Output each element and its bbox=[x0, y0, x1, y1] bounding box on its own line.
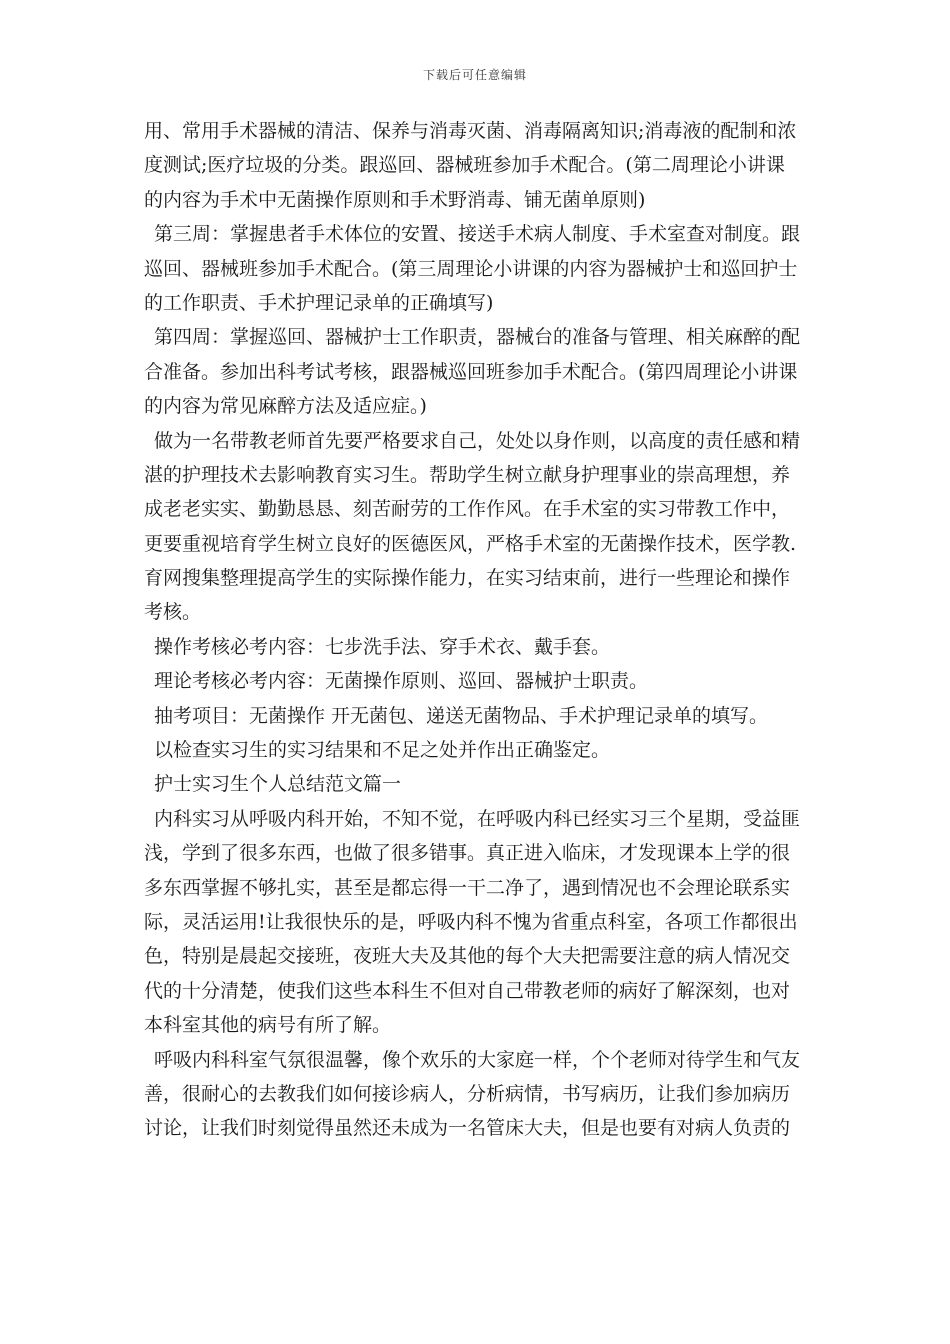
text-line: 的工作职责、手术护理记录单的正确填写) bbox=[144, 291, 494, 314]
text-line: 操作考核必考内容：七步洗手法、穿手术衣、戴手套。 bbox=[154, 635, 611, 658]
text-line: 际，灵活运用!让我很快乐的是，呼吸内科不愧为省重点科室，各项工作都很出 bbox=[144, 910, 798, 933]
text-line: 多东西掌握不够扎实，甚至是都忘得一干二净了，遇到情况也不会理论联系实 bbox=[144, 876, 791, 899]
text-line: 的内容为手术中无菌操作原则和手术野消毒、铺无菌单原则) bbox=[144, 188, 646, 211]
text-line: 浅，学到了很多东西，也做了很多错事。真正进入临床，才发现课本上学的很 bbox=[144, 842, 791, 865]
text-line: 内科实习从呼吸内科开始，不知不觉，在呼吸内科已经实习三个星期，受益匪 bbox=[154, 807, 801, 830]
text-line: 更要重视培育学生树立良好的医德医风，严格手术室的无菌操作技术，医学教. bbox=[144, 532, 797, 555]
text-line: 湛的护理技术去影响教育实习生。帮助学生树立献身护理事业的崇高理想，养 bbox=[144, 463, 791, 486]
text-line: 呼吸内科科室气氛很温馨，像个欢乐的大家庭一样，个个老师对待学生和气友 bbox=[154, 1048, 801, 1071]
text-line: 理论考核必考内容：无菌操作原则、巡回、器械护士职责。 bbox=[154, 670, 649, 693]
text-line: 第三周：掌握患者手术体位的安置、接送手术病人制度、手术室查对制度。跟 bbox=[154, 223, 801, 246]
text-line: 考核。 bbox=[144, 601, 202, 624]
text-line: 巡回、器械班参加手术配合。(第三周理论小讲课的内容为器械护士和巡回护士 bbox=[144, 257, 798, 280]
page-header: 下载后可任意编辑 bbox=[422, 68, 527, 82]
text-line: 代的十分清楚，使我们这些本科生不但对自己带教老师的病好了解深刻，也对 bbox=[144, 979, 791, 1002]
text-line: 善，很耐心的去教我们如何接诊病人，分析病情，书写病历，让我们参加病历 bbox=[144, 1082, 791, 1105]
text-line: 抽考项目：无菌操作 开无菌包、递送无菌物品、手术护理记录单的填写。 bbox=[154, 704, 769, 727]
text-line: 合准备。参加出科考试考核，跟器械巡回班参加手术配合。(第四周理论小讲课 bbox=[144, 360, 798, 383]
text-line: 用、常用手术器械的清洁、保养与消毒灭菌、消毒隔离知识;消毒液的配制和浓 bbox=[144, 120, 797, 142]
text-line: 度测试;医疗垃圾的分类。跟巡回、器械班参加手术配合。(第二周理论小讲课 bbox=[144, 154, 785, 177]
text-line: 色，特别是晨起交接班，夜班大夫及其他的每个大夫把需要注意的病人情况交 bbox=[144, 945, 791, 968]
text-line: 做为一名带教老师首先要严格要求自己，处处以身作则，以高度的责任感和精 bbox=[154, 429, 801, 452]
document-body bbox=[144, 114, 808, 1146]
text-line: 第四周：掌握巡回、器械护士工作职责，器械台的准备与管理、相关麻醉的配 bbox=[154, 326, 801, 349]
text-line: 讨论，让我们时刻觉得虽然还未成为一名管床大夫，但是也要有对病人负责的 bbox=[144, 1117, 791, 1140]
text-line: 成老老实实、勤勤恳恳、刻苦耐劳的工作作风。在手术室的实习带教工作中， bbox=[144, 498, 791, 521]
text-line: 育网搜集整理提高学生的实际操作能力，在实习结束前，进行一些理论和操作 bbox=[144, 567, 791, 590]
text-line: 本科室其他的病号有所了解。 bbox=[144, 1014, 392, 1037]
text-line: 护士实习生个人总结范文篇一 bbox=[154, 773, 402, 796]
text-line: 以检查实习生的实习结果和不足之处并作出正确鉴定。 bbox=[154, 739, 611, 762]
text-line: 的内容为常见麻醉方法及适应症。) bbox=[144, 395, 427, 418]
